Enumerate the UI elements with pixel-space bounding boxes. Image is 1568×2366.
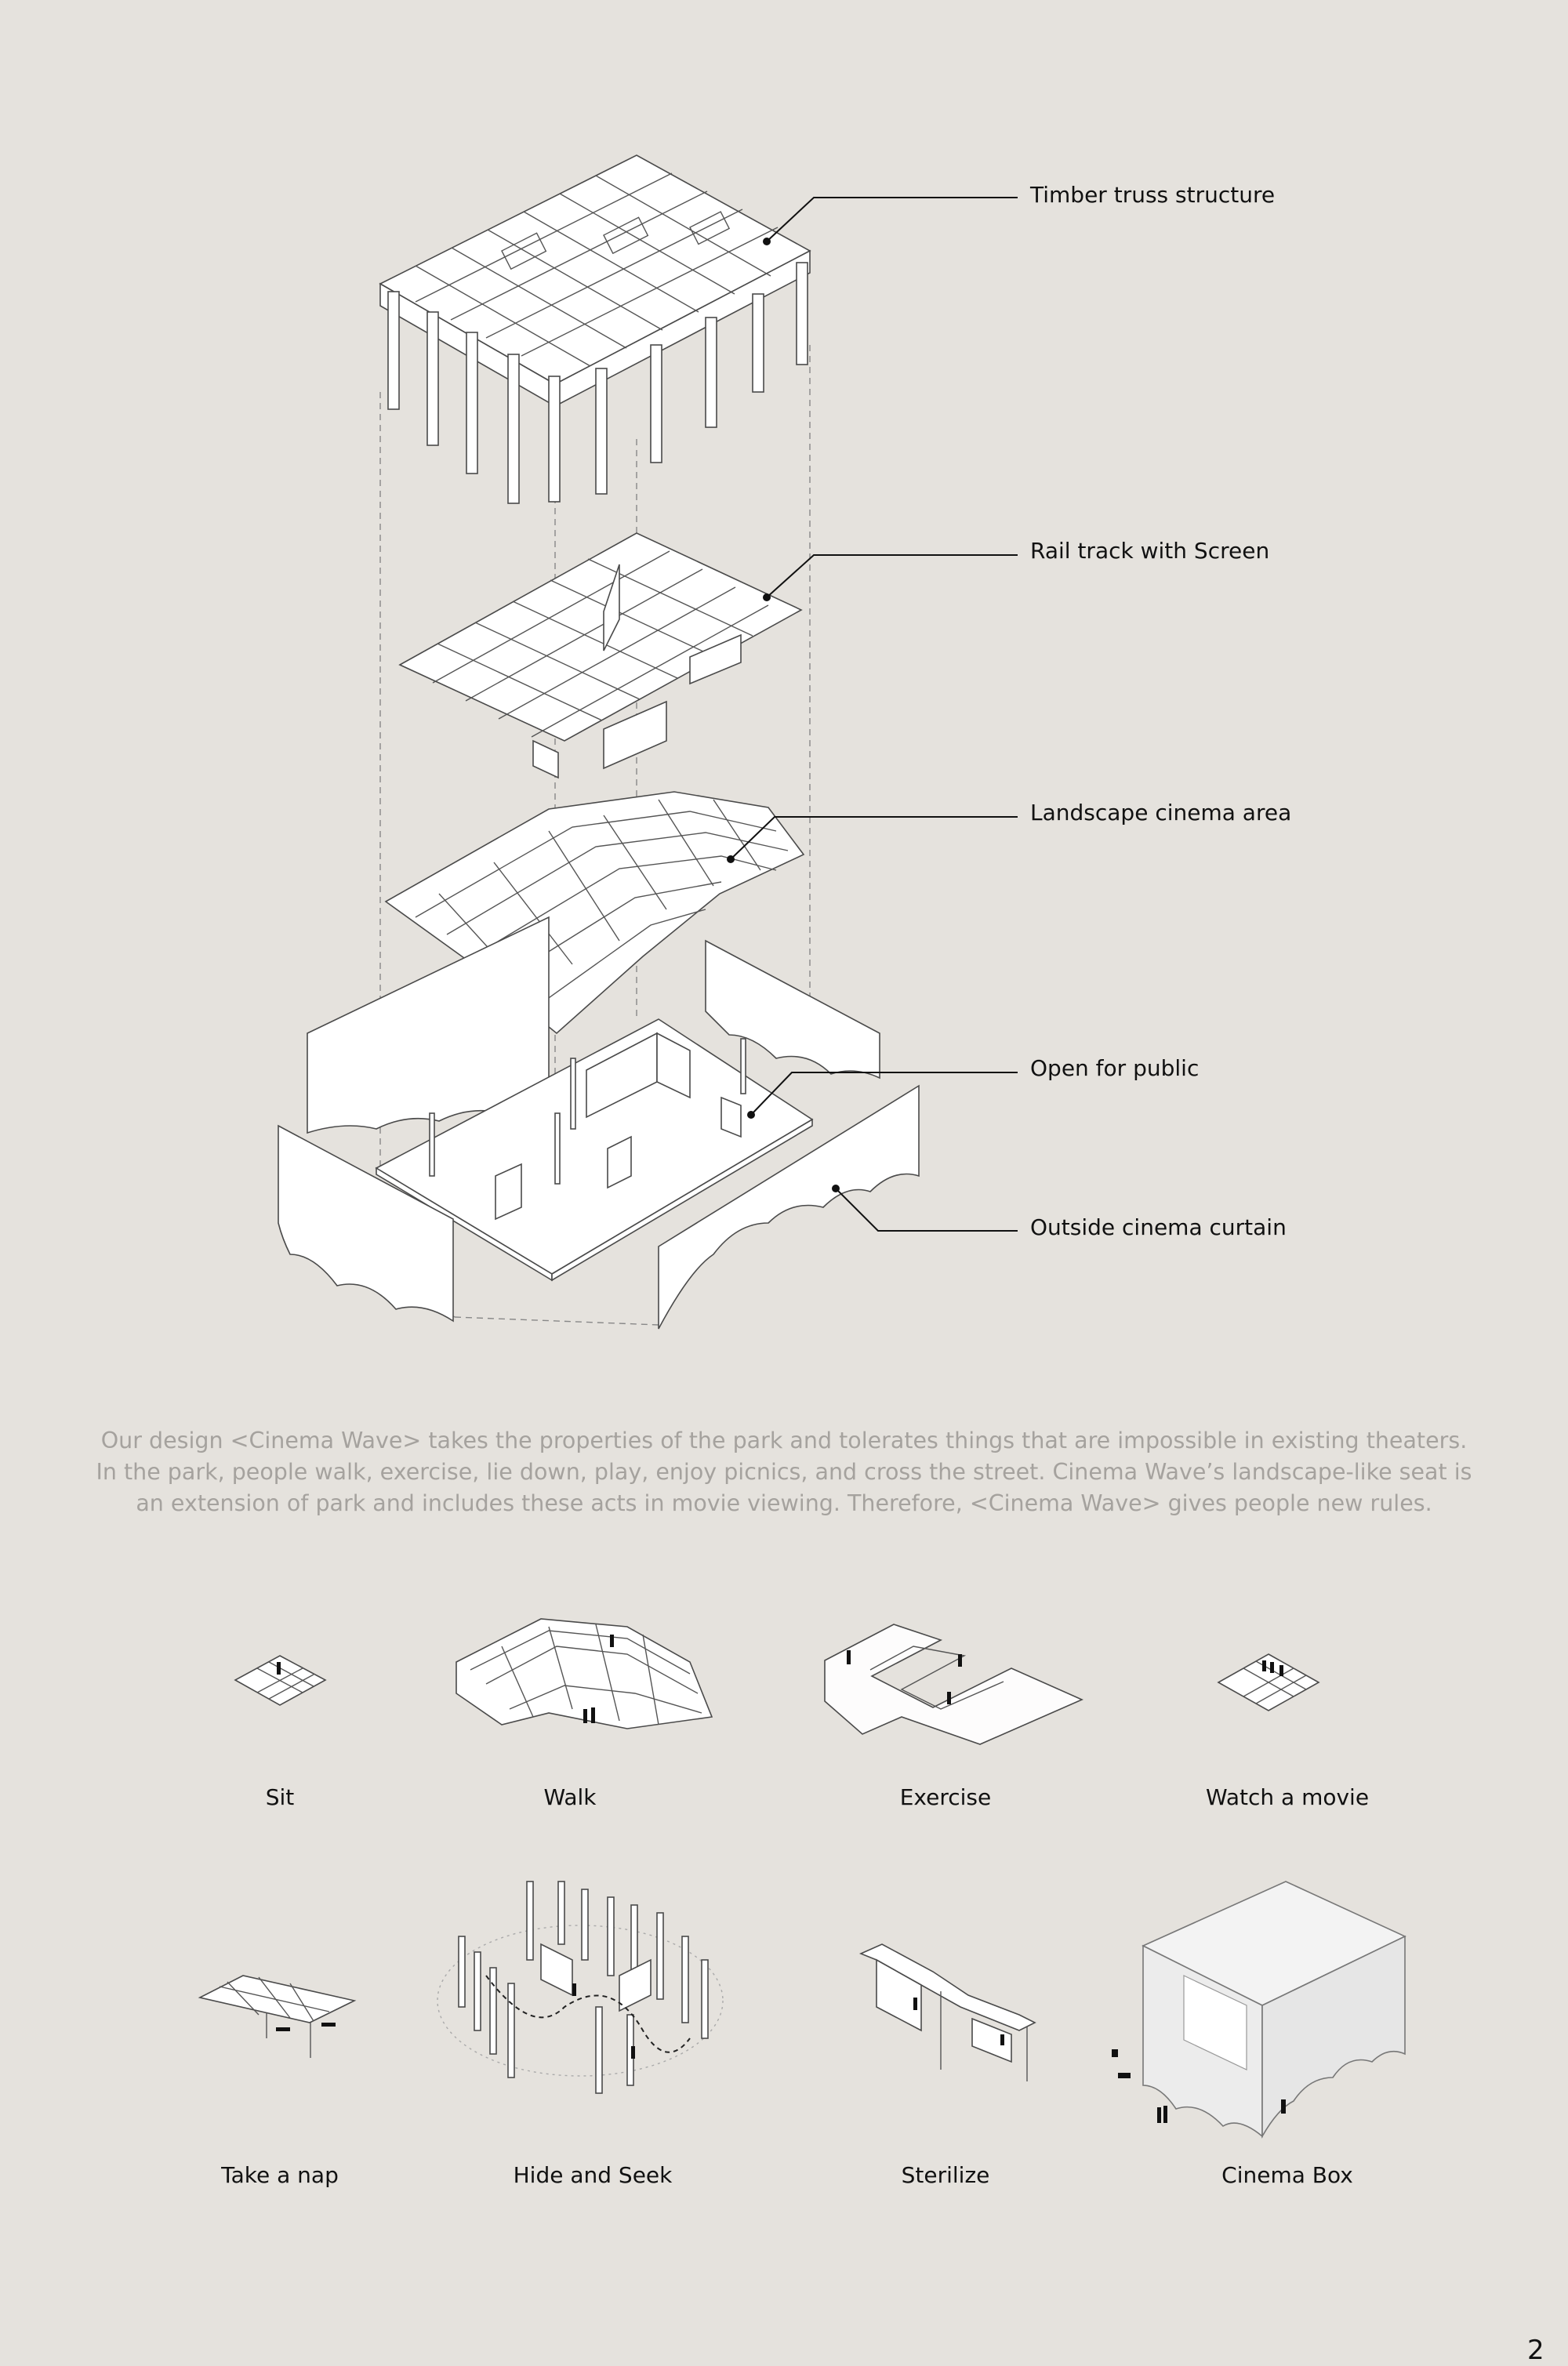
walk-illustration: [456, 1619, 712, 1729]
callout-outside-cinema-curtain: Outside cinema curtain: [1030, 1214, 1287, 1240]
activity-label-take-a-nap: Take a nap: [221, 2162, 339, 2188]
exercise-illustration: [825, 1624, 1082, 1744]
callout-rail-track-with-screen: Rail track with Screen: [1030, 538, 1270, 564]
rail-track-with-screen: [400, 533, 801, 778]
description-paragraph: [0, 1425, 1568, 1519]
activity-label-exercise: Exercise: [899, 1784, 992, 1810]
activity-label-cinema-box: Cinema Box: [1221, 2162, 1353, 2188]
activity-label-hide-and-seek: Hide and Seek: [513, 2162, 673, 2188]
description-line: Our design <Cinema Wave> takes the properties of the park and tolerates things that are impossible in existing theaters.: [100, 1428, 1468, 1453]
activity-label-walk: Walk: [543, 1784, 597, 1810]
watch-a-movie-illustration: [1218, 1654, 1319, 1711]
activity-illustrations: [0, 1584, 1568, 2148]
sit-illustration: [235, 1656, 325, 1705]
callout-landscape-cinema-area: Landscape cinema area: [1030, 800, 1292, 826]
sterilize-illustration: [861, 1944, 1035, 2081]
callout-open-for-public: Open for public: [1030, 1055, 1200, 1081]
activity-label-watch-a-movie: Watch a movie: [1205, 1784, 1370, 1810]
activity-label-sit: Sit: [265, 1784, 295, 1810]
cinema-box-illustration: [1112, 1882, 1405, 2136]
timber-truss-structure: [380, 155, 810, 503]
callout-timber-truss-structure: Timber truss structure: [1030, 182, 1276, 208]
page-number: 2: [1527, 2335, 1544, 2366]
take-a-nap-illustration: [200, 1976, 354, 2058]
callout-leader-lines: [727, 198, 1018, 1231]
description-line: an extension of park and includes these acts in movie viewing. Therefore, <Cinema Wave> gives people new rules.: [136, 1490, 1432, 1516]
hide-and-seek-illustration: [437, 1882, 723, 2093]
activity-label-sterilize: Sterilize: [901, 2162, 990, 2188]
description-line: In the park, people walk, exercise, lie down, play, enjoy picnics, and cross the street. Cinema Wave’s landscape-like seat is: [96, 1459, 1472, 1485]
